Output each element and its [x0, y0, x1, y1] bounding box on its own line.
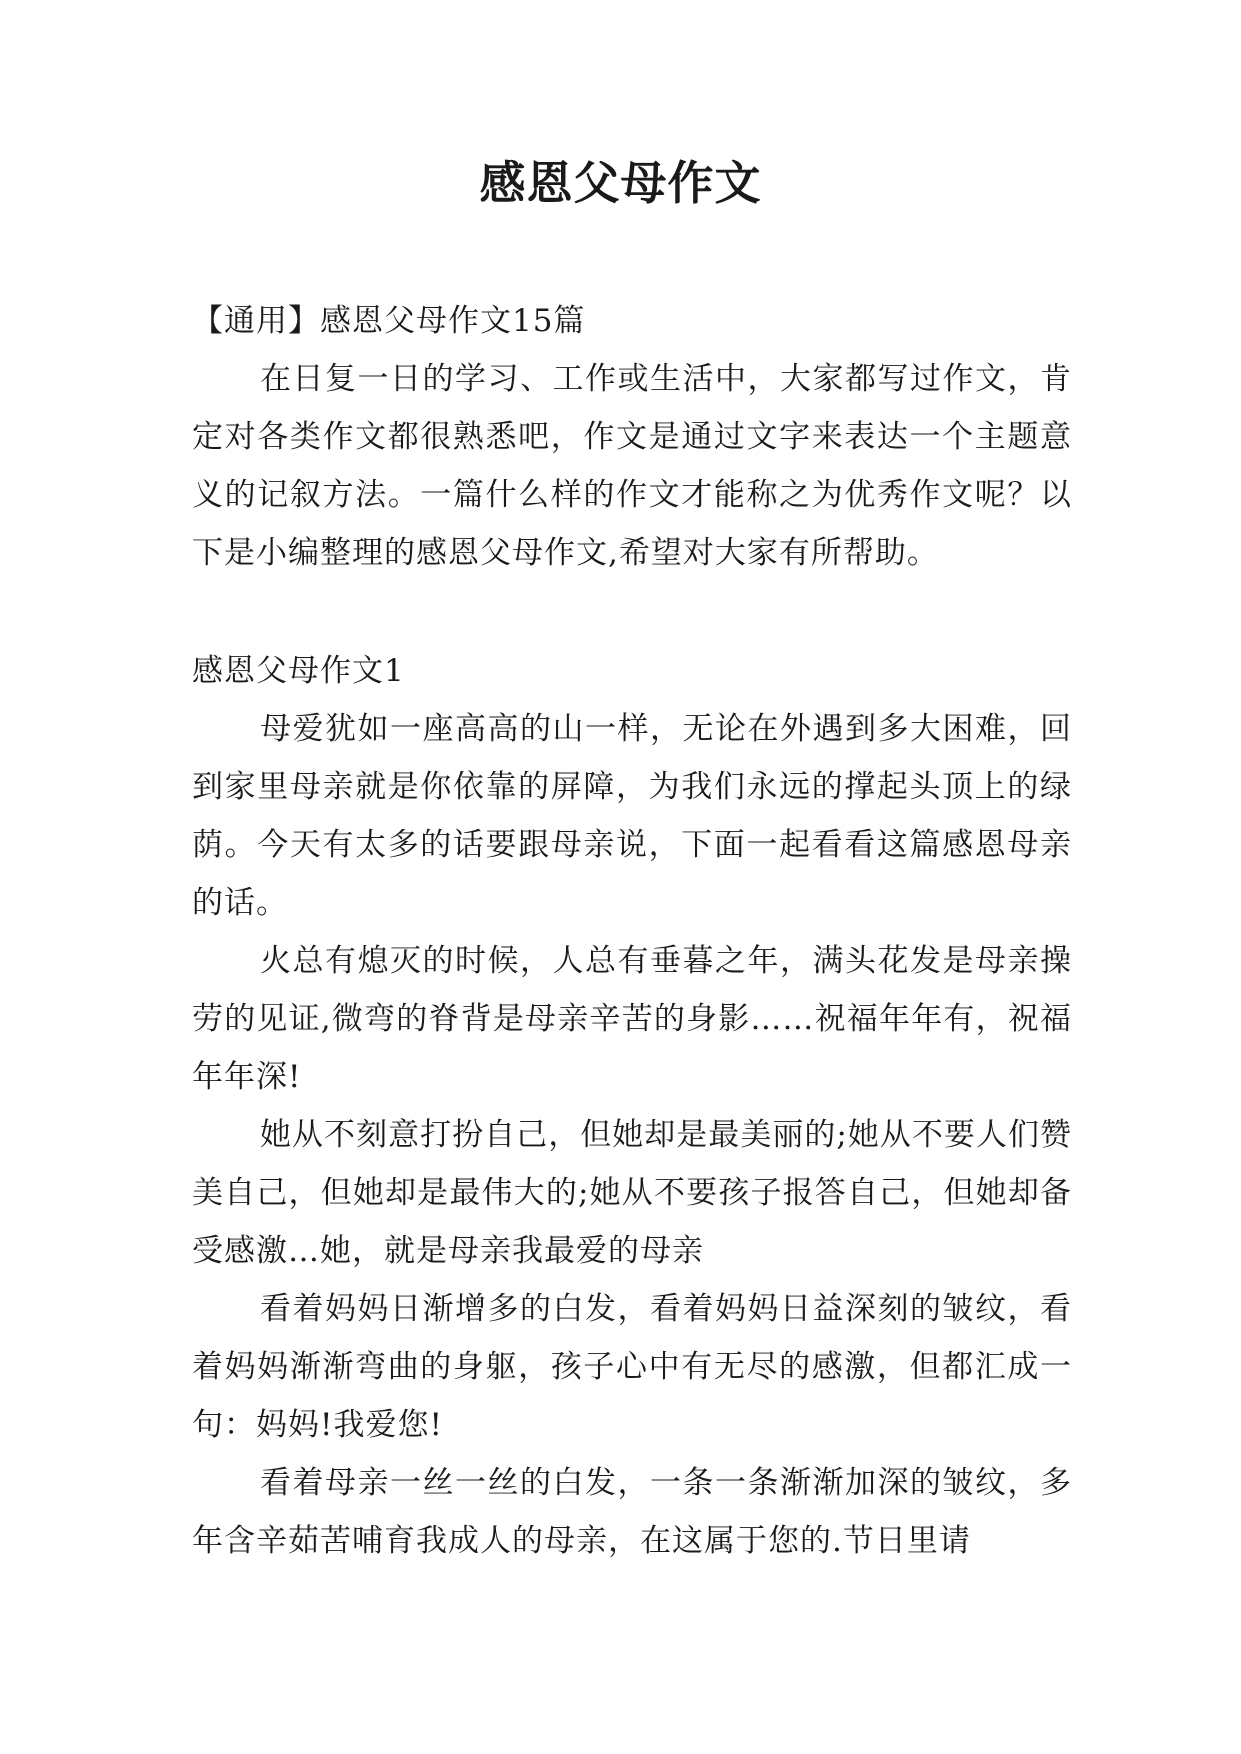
section-paragraph: 看着妈妈日渐增多的白发，看着妈妈日益深刻的皱纹，看着妈妈渐渐弯曲的身躯，孩子心中有无尽的感激，但都汇成一句：妈妈!我爱您! — [192, 1291, 1072, 1443]
document-body — [192, 292, 1072, 1570]
section-spacer — [192, 582, 1072, 642]
section-paragraph: 母爱犹如一座高高的山一样，无论在外遇到多大困难，回到家里母亲就是你依靠的屏障，为我们永远的撑起头顶上的绿荫。今天有太多的话要跟母亲说，下面一起看看这篇感恩母亲的话。 — [192, 711, 1072, 921]
intro-paragraph: 在日复一日的学习、工作或生活中，大家都写过作文，肯定对各类作文都很熟悉吧，作文是通过文字来表达一个主题意义的记叙方法。一篇什么样的作文才能称之为优秀作文呢？以下是小编整理的感恩父母作文,希望对大家有所帮助。 — [192, 361, 1072, 571]
section-paragraph: 她从不刻意打扮自己，但她却是最美丽的;她从不要人们赞美自己，但她却是最伟大的;她从不要孩子报答自己，但她却备受感激…她，就是母亲我最爱的母亲 — [192, 1117, 1072, 1269]
section-paragraph: 看着母亲一丝一丝的白发，一条一条渐渐加深的皱纹，多年含辛茹苦哺育我成人的母亲，在这属于您的.节日里请 — [192, 1465, 1072, 1559]
document-title: 感恩父母作文 — [479, 156, 762, 210]
section-paragraph: 火总有熄灭的时候，人总有垂暮之年，满头花发是母亲操劳的见证,微弯的脊背是母亲辛苦的身影……祝福年年有，祝福年年深! — [192, 943, 1072, 1095]
document-subtitle: 【通用】感恩父母作文15篇 — [192, 303, 586, 339]
section-heading: 感恩父母作文1 — [192, 653, 405, 689]
